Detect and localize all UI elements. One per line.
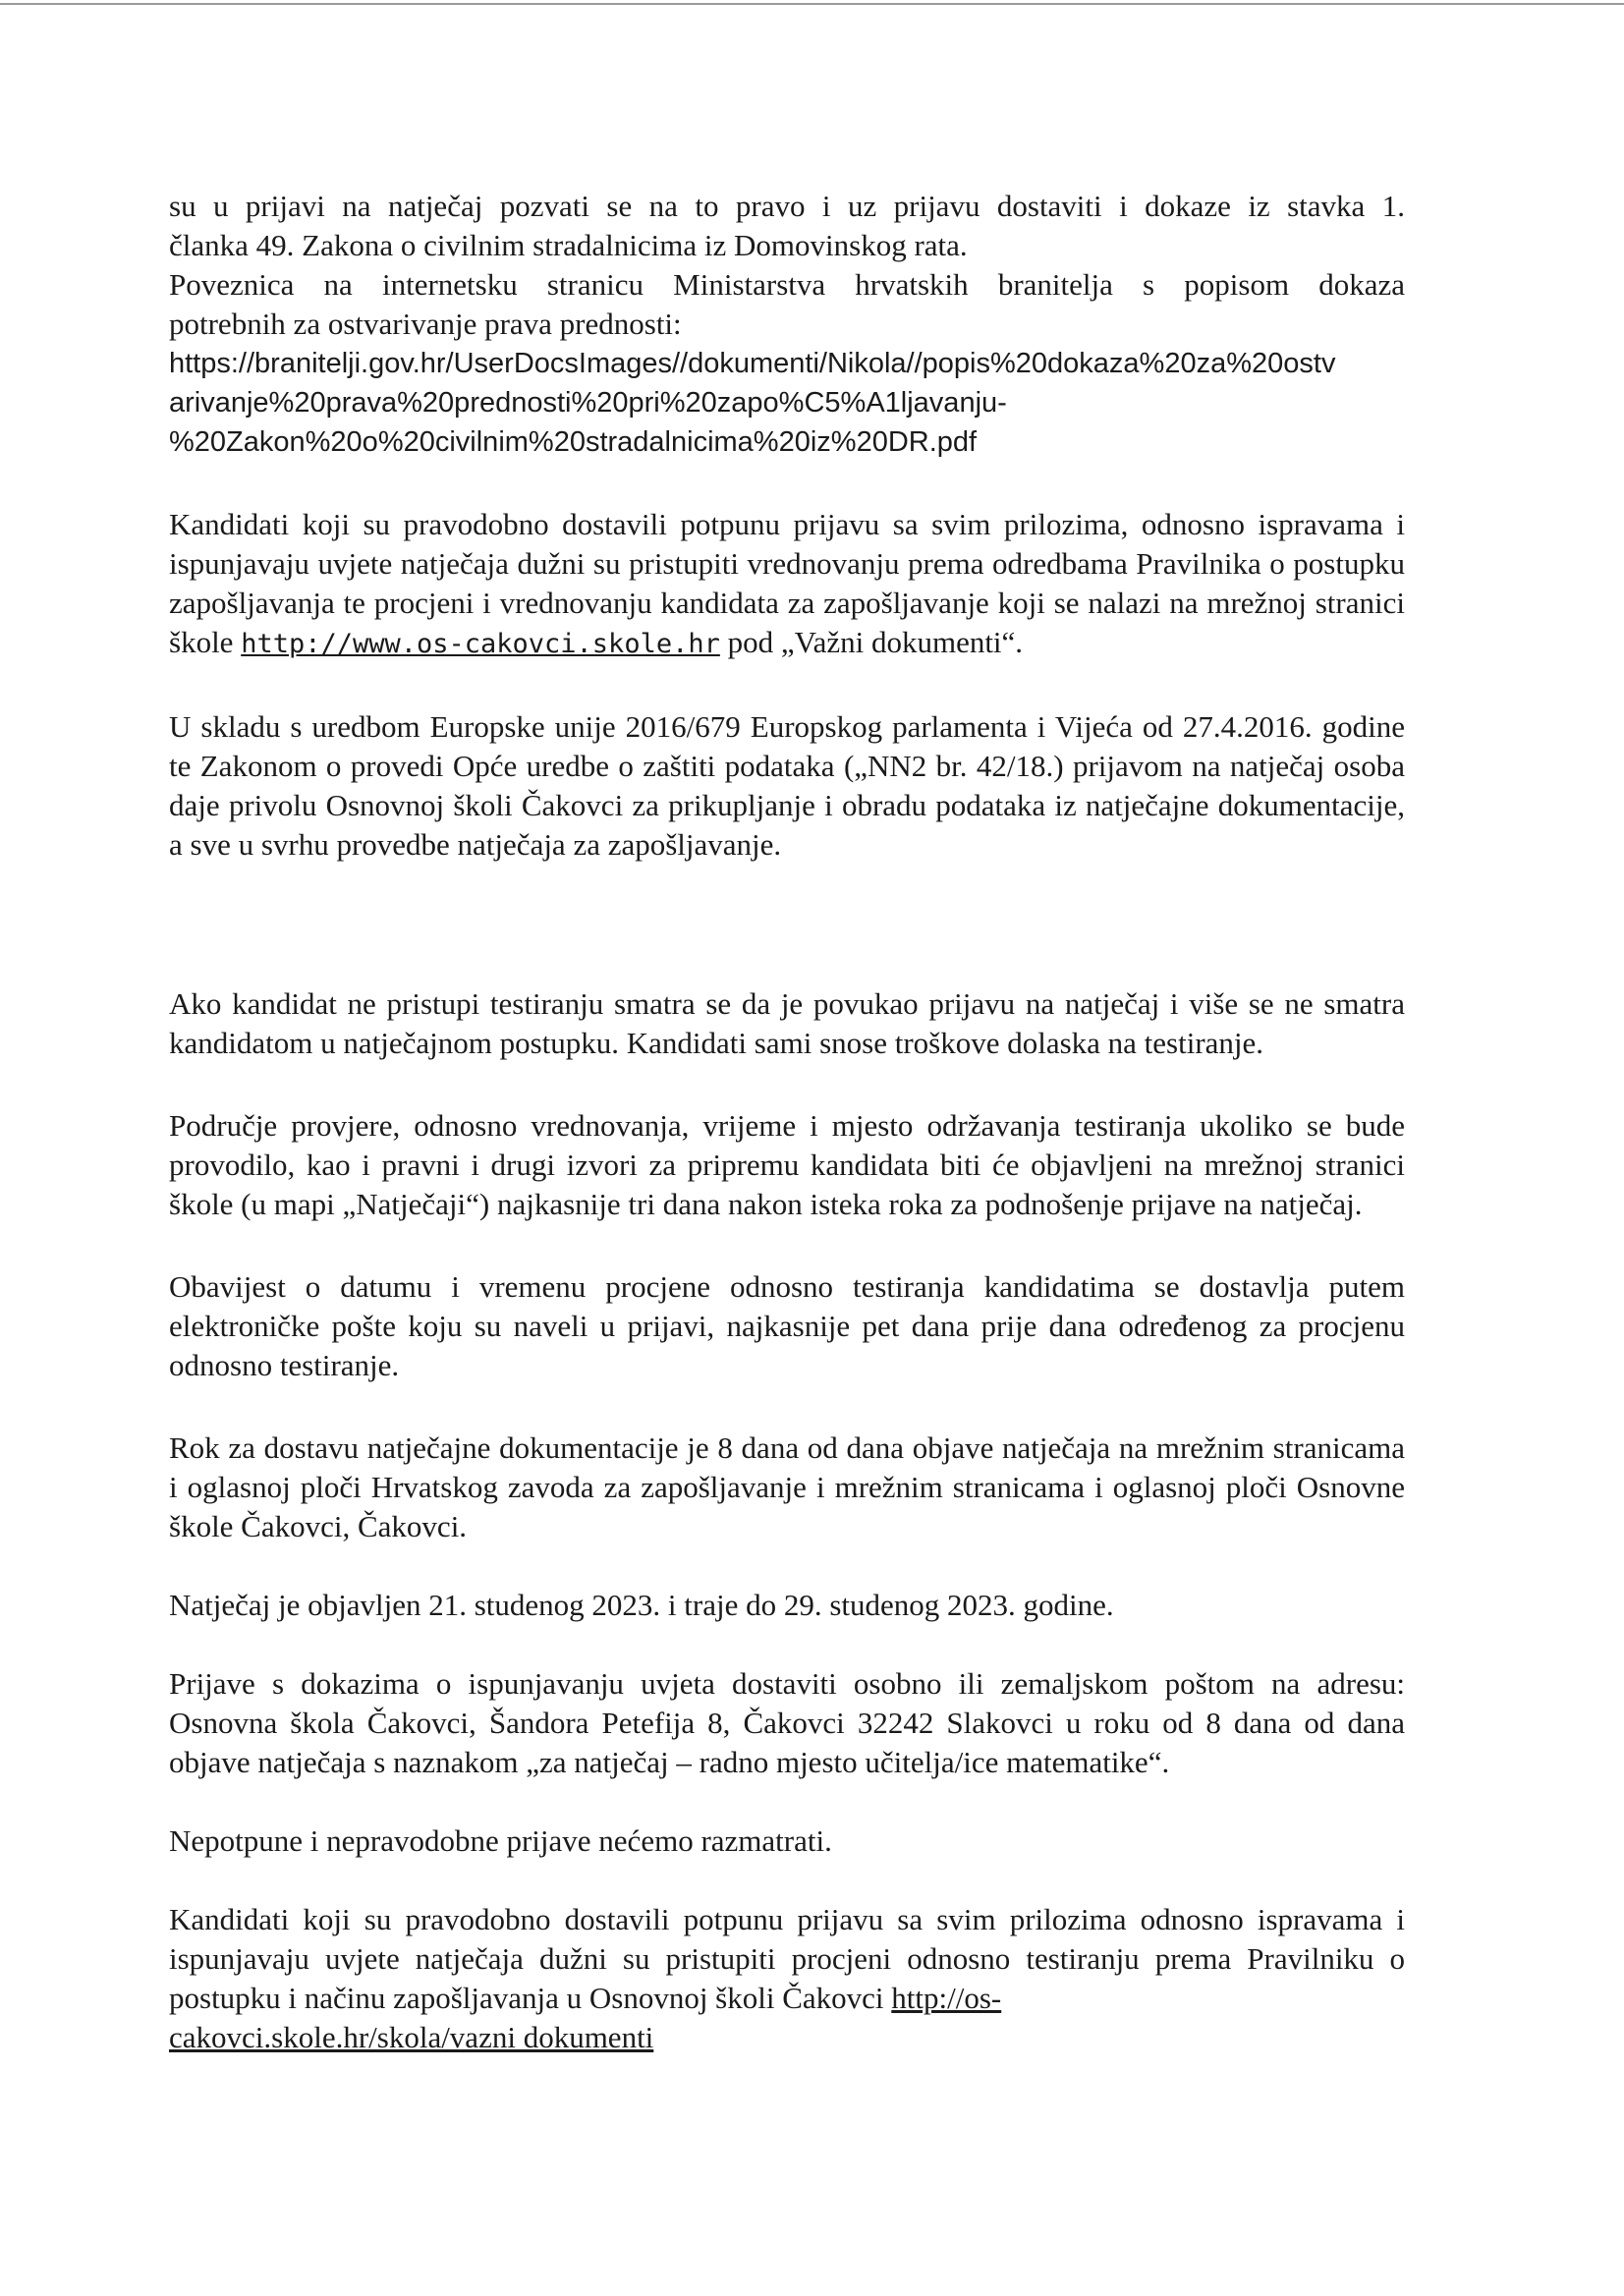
paragraph-podrucje-provjere: Područje provjere, odnosno vrednovanja, vrijeme i mjesto održavanja testiranja ukoliko se bude provodilo, kao i pravni i drugi izvori za pripremu kandidata biti će objavljeni na mrežnoj stranici škole (u mapi „Natječaji“) najkasnije tri dana nakon isteka roka za podnošenje prijave na natječaj. <box>169 1108 1405 1221</box>
ministry-url-line-3[interactable]: %20Zakon%20o%20civilnim%20stradalnicima%20iz%20DR.pdf <box>169 426 978 458</box>
text-line: članka 49. Zakona o civilnim stradalnicima iz Domovinskog rata. <box>169 228 968 262</box>
paragraph-nepotpune: Nepotpune i nepravodobne prijave nećemo razmatrati. <box>169 1823 832 1858</box>
paragraph-text: Kandidati koji su pravodobno dostavili potpunu prijavu sa svim prilozima, odnosno ispravama i ispunjavaju uvjete natječaja dužni su pristupiti vrednovanju prema odredbama Pravilnika o postupku zapošljavanja te procjeni i vrednovanju kandidata za zapošljavanje koji se nalazi na mrežnoj stranici škole <box>169 507 1405 659</box>
paragraph-prijave: Prijave s dokazima o ispunjavanju uvjeta dostaviti osobno ili zemaljskom poštom na adresu: Osnovna škola Čakovci, Šandora Petefija 8, Čakovci 32242 Slakovci u roku od 8 dana od dana objave natječaja s naznakom „za natječaj – radno mjesto učitelja/ice matematike“. <box>169 1666 1405 1779</box>
document-page <box>169 187 1405 2057</box>
rules-link-part-1[interactable]: http://os- <box>891 1981 1002 2015</box>
paragraph-text: Kandidati koji su pravodobno dostavili potpunu prijavu sa svim prilozima odnosno ispravama i ispunjavaju uvjete natječaja dužni su pristupiti procjeni odnosno testiranju prema Pravilniku o postupku i načinu zapošljavanja u Osnovnoj školi Čakovci <box>169 1902 1405 2015</box>
ministry-url-line-2[interactable]: arivanje%20prava%20prednosti%20pri%20zapo%C5%A1ljavanju- <box>169 387 1007 419</box>
paragraph-vrednovanje <box>169 505 1405 664</box>
paragraph-testiranje: Ako kandidat ne pristupi testiranju smatra se da je povukao prijavu na natječaj i više se ne smatra kandidatom u natječajnom postupku. Kandidati sami snose troškove dolaska na testiranje. <box>169 986 1405 1060</box>
school-website-link[interactable]: http://www.os-cakovci.skole.hr <box>241 629 720 659</box>
text-line: potrebnih za ostvarivanje prava prednosti: <box>169 307 682 341</box>
rules-link-part-2[interactable]: cakovci.skole.hr/skola/vazni dokumenti <box>169 2020 654 2054</box>
ministry-url-line-1[interactable]: https://branitelji.gov.hr/UserDocsImages//dokumenti/Nikola//popis%20dokaza%20za%20ostv <box>169 348 1336 379</box>
paragraph-pravilnik <box>169 1900 1405 2057</box>
text-line: su u prijavi na natječaj pozvati se na to pravo i uz prijavu dostaviti i dokaze iz stavka 1. <box>169 189 1405 223</box>
paragraph-objava: Natječaj je objavljen 21. studenog 2023. i traje do 29. studenog 2023. godine. <box>169 1588 1114 1622</box>
paragraph-tail: pod „Važni dokumenti“. <box>727 625 1024 659</box>
top-border-line <box>0 3 1624 5</box>
paragraph-rok: Rok za dostavu natječajne dokumentacije je 8 dana od dana objave natječaja na mrežnim stranicama i oglasnoj ploči Hrvatskog zavoda za zapošljavanje i mrežnim stranicama i oglasnoj ploči Osnovne škole Čakovci, Čakovci. <box>169 1430 1405 1543</box>
paragraph-obavijest: Obavijest o datumu i vremenu procjene odnosno testiranja kandidatima se dostavlja putem elektroničke pošte koju su naveli u prijavi, najkasnije pet dana prije dana određenog za procjenu odnosno testiranje. <box>169 1269 1405 1382</box>
text-line: Poveznica na internetsku stranicu Ministarstva hrvatskih branitelja s popisom dokaza <box>169 267 1405 302</box>
paragraph-prednost <box>169 187 1405 462</box>
paragraph-gdpr: U skladu s uredbom Europske unije 2016/679 Europskog parlamenta i Vijeća od 27.4.2016. godine te Zakonom o provedi Opće uredbe o zaštiti podataka („NN2 br. 42/18.) prijavom na natječaj osoba daje privolu Osnovnoj školi Čakovci za prikupljanje i obradu podataka iz natječajne dokumentacije, a sve u svrhu provedbe natječaja za zapošljavanje. <box>169 709 1405 862</box>
